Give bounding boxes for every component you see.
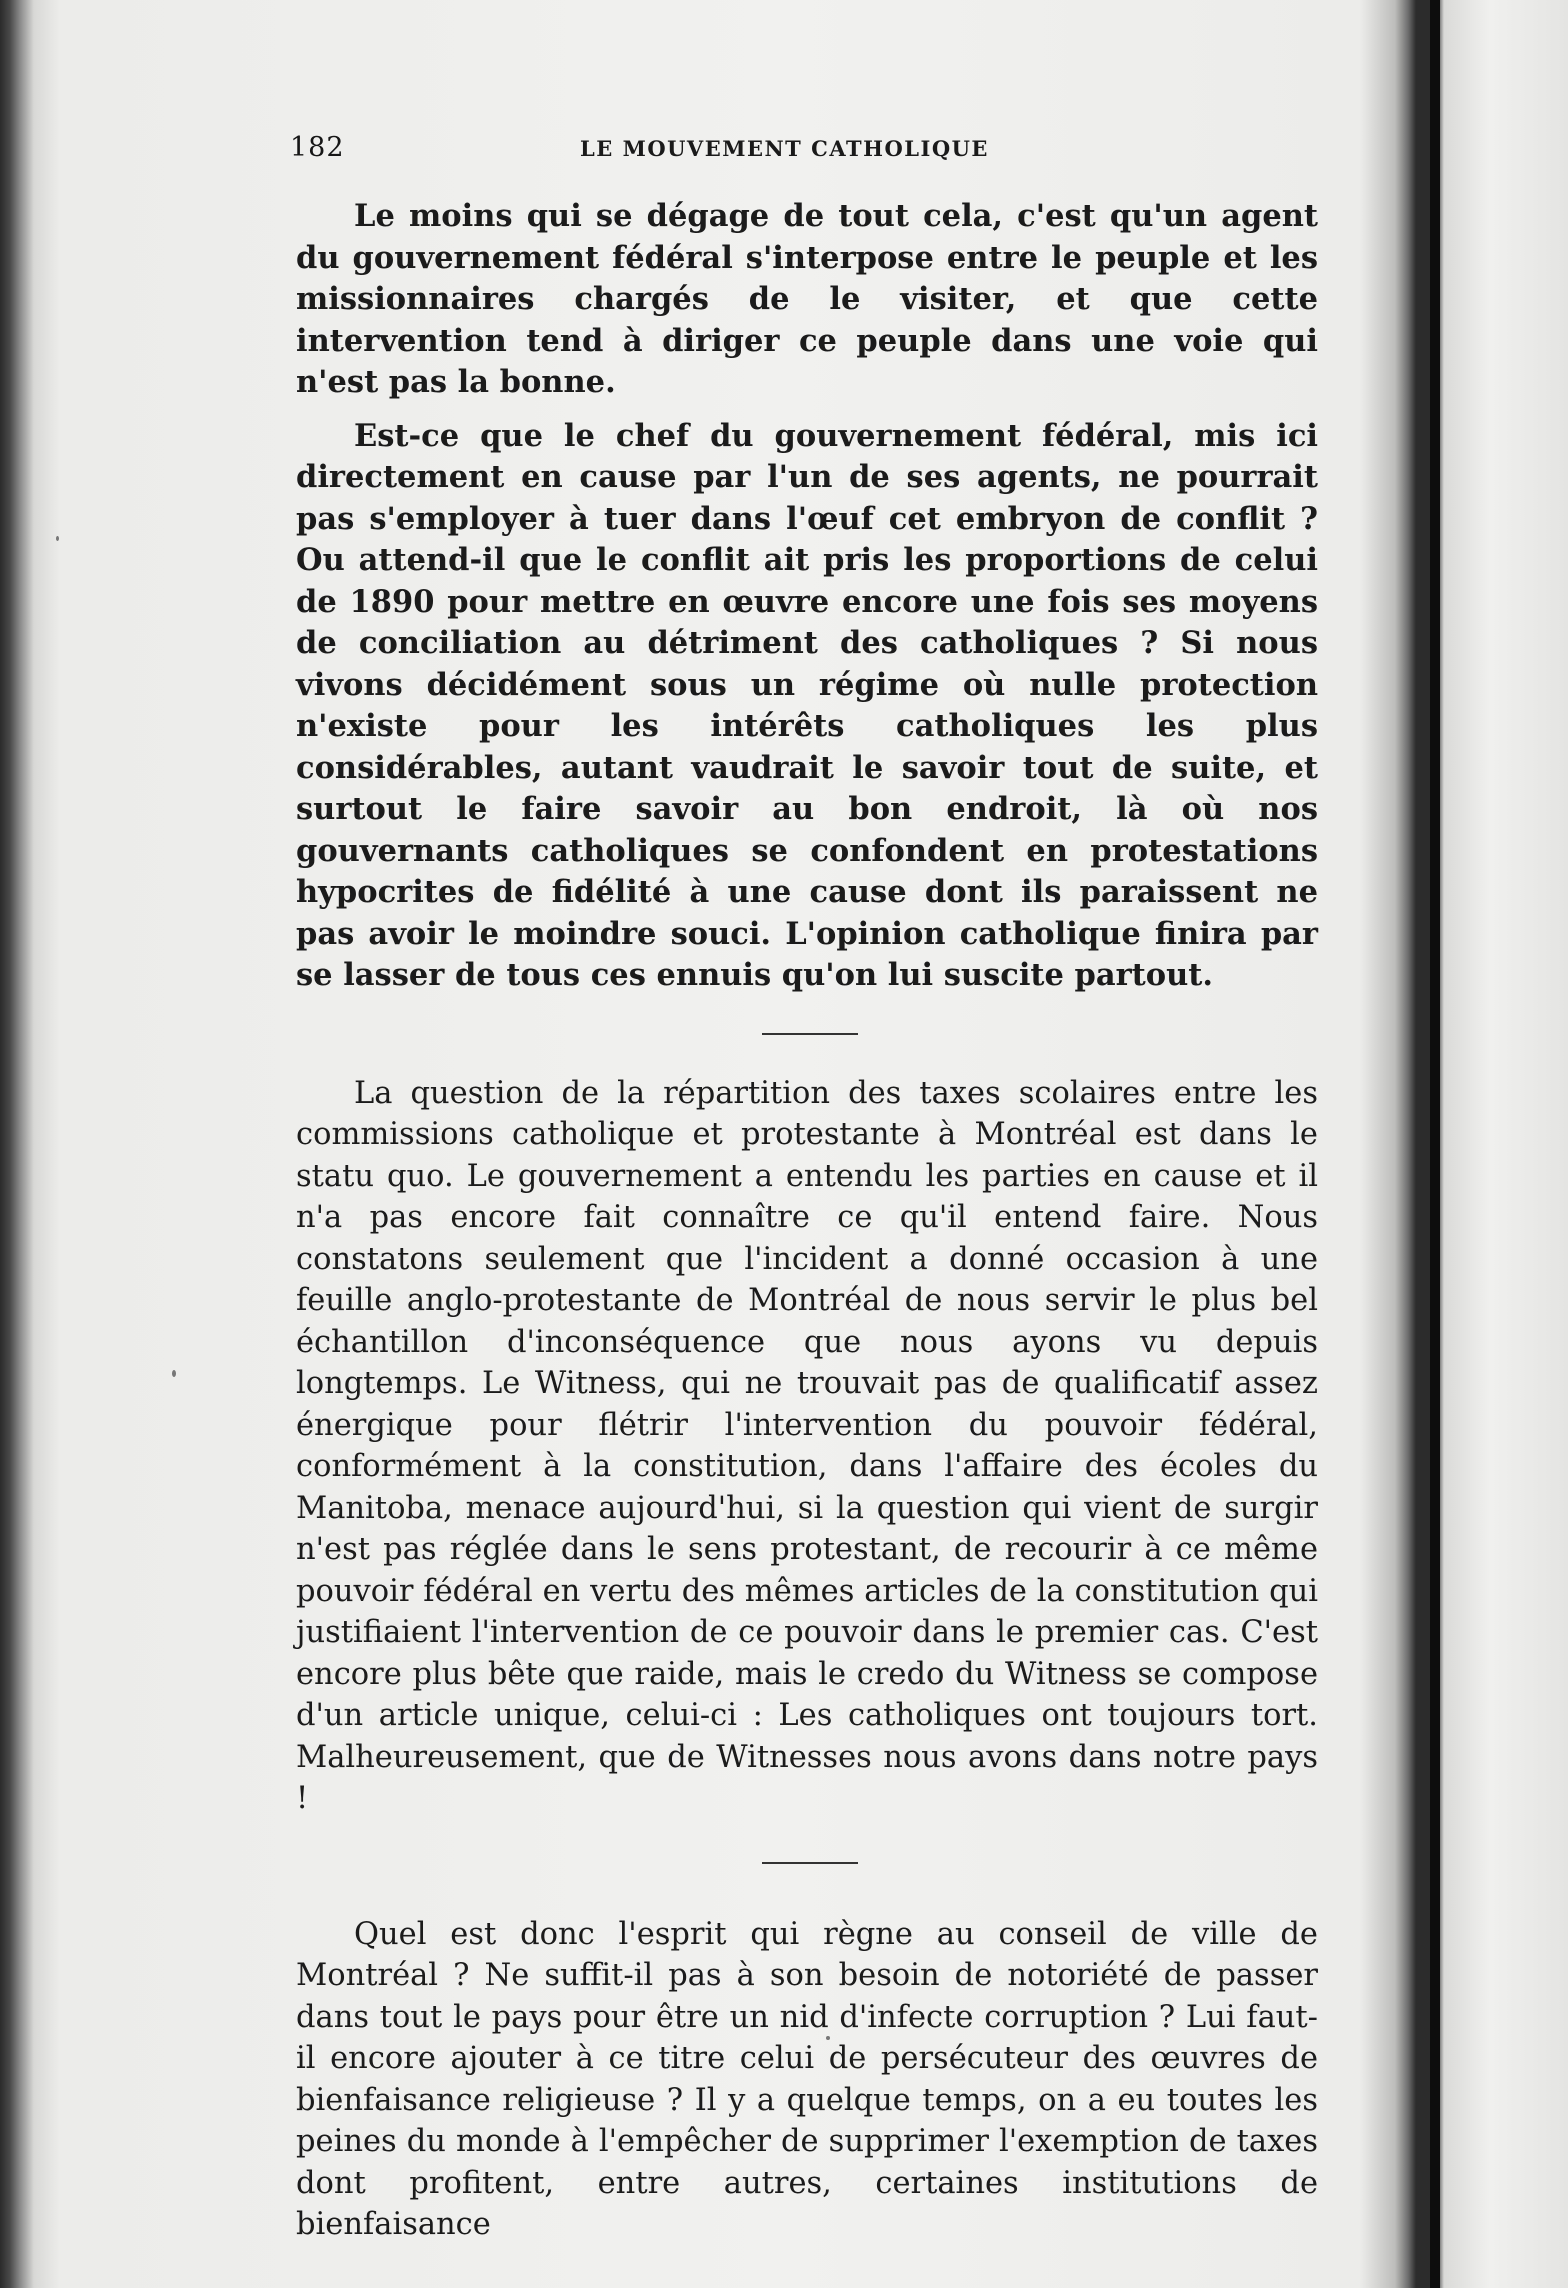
page-header bbox=[290, 132, 1320, 172]
section-separator bbox=[762, 1033, 858, 1035]
paragraph: Est-ce que le chef du gouvernement fédéral, mis ici directement en cause par l'un de ses agents, ne pourrait pas s'employer à tuer dans l'œuf cet embryon de conflit ? Ou attend-il que le conflit ait pris les proportions de celui de 1890 pour mettre en œuvre encore une fois ses moyens de conciliation au détriment des catholiques ? Si nous vivons décidément sous un régime où nulle protection n'existe pour les intérêts catholiques les plus considérables, autant vaudrait le savoir tout de suite, et surtout le faire savoir au bon endroit, là où nos gouvernants catholiques se confondent en protestations hypocrites de fidélité à une cause dont ils paraissent ne pas avoir le moindre souci. L'opinion catholique finira par se lasser de tous ces ennuis qu'on lui suscite partout. bbox=[296, 417, 1318, 993]
gutter-shadow bbox=[1430, 0, 1440, 2288]
paragraph: La question de la répartition des taxes scolaires entre les commissions catholique et protestante à Montréal est dans le statu quo. Le gouvernement a entendu les parties en cause et il n'a pas encore fait connaître ce qu'il entend faire. Nous constatons seulement que l'incident a donné occasion à une feuille anglo-protestante de Montréal de nous servir le plus bel échantillon d'inconséquence que nous ayons vu depuis longtemps. Le Witness, qui ne trouvait pas de qualificatif assez énergique pour flétrir l'intervention du pouvoir fédéral, conformément à la constitution, dans l'affaire des écoles du Manitoba, menace aujourd'hui, si la question qui vient de surgir n'est pas réglée dans le sens protestant, de recourir à ce même pouvoir fédéral en vertu des mêmes articles de la constitution qui justifiaient l'intervention de ce pouvoir dans le premier cas. C'est encore plus bête que raide, mais le credo du Witness se compose d'un article unique, celui-ci : Les catholiques ont toujours tort. Malheureusement, que de Witnesses nous avons dans notre pays ! bbox=[296, 1075, 1318, 1816]
running-title: LE MOUVEMENT CATHOLIQUE bbox=[580, 136, 989, 161]
section-separator bbox=[762, 1862, 858, 1864]
scan-speck bbox=[826, 2036, 830, 2040]
body-text bbox=[296, 196, 1318, 2246]
page-number: 182 bbox=[290, 132, 345, 163]
scan-speck bbox=[172, 1370, 176, 1377]
paragraph: Quel est donc l'esprit qui règne au conseil de ville de Montréal ? Ne suffit-il pas à son besoin de notoriété de passer dans tout le pays pour être un nid d'infecte corruption ? Lui faut-il encore ajouter à ce titre celui de persécuteur des œuvres de bienfaisance religieuse ? Il y a quelque temps, on a eu toutes les peines du monde à l'empêcher de supprimer l'exemption de taxes dont profitent, entre autres, certaines institutions de bienfaisance bbox=[296, 1916, 1318, 2242]
adjacent-page-edge bbox=[1430, 0, 1568, 2288]
paragraph: Le moins qui se dégage de tout cela, c'est qu'un agent du gouvernement fédéral s'interpose entre le peuple et les missionnaires chargés de le visiter, et que cette intervention tend à diriger ce peuple dans une voie qui n'est pas la bonne. bbox=[296, 198, 1318, 400]
scan-speck bbox=[56, 536, 59, 541]
